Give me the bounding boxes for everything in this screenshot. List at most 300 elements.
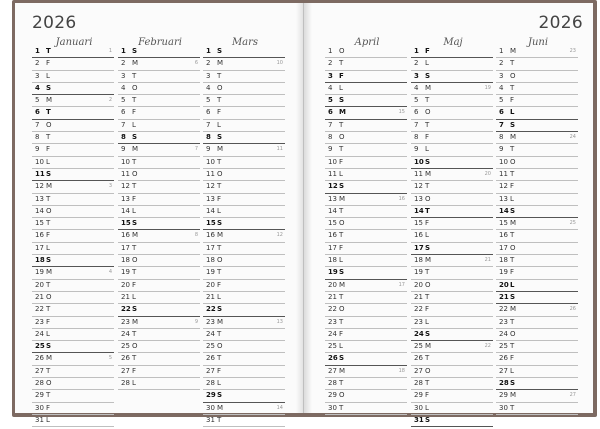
day-number: 24 — [35, 329, 44, 338]
day-number: 28 — [499, 379, 509, 388]
month-column-maj — [411, 46, 493, 427]
day-number: 3 — [328, 71, 333, 80]
weekday-letter: L — [46, 157, 50, 166]
day-row — [203, 366, 285, 378]
day-number: 21 — [328, 292, 337, 301]
weekday-letter: M — [510, 305, 517, 314]
week-number: 17 — [398, 281, 405, 288]
day-number: 22 — [328, 305, 337, 314]
weekday-letter: F — [425, 219, 430, 228]
weekday-letter: S — [510, 292, 516, 301]
weekday-letter: L — [425, 59, 429, 68]
day-row — [203, 157, 285, 169]
day-row — [411, 132, 493, 144]
day-number: 1 — [328, 47, 333, 55]
weekday-letter: S — [217, 47, 223, 55]
day-number: 6 — [206, 108, 211, 117]
day-row — [203, 181, 285, 193]
day-number: 19 — [414, 268, 423, 277]
day-row — [32, 194, 114, 206]
day-row — [496, 83, 578, 95]
weekday-letter: T — [46, 305, 51, 314]
weekday-letter: T — [510, 256, 515, 265]
day-number: 7 — [328, 120, 333, 129]
day-number: 29 — [414, 391, 423, 400]
day-number: 8 — [206, 133, 211, 142]
day-row — [411, 206, 493, 218]
day-row — [411, 95, 493, 107]
day-row — [32, 132, 114, 144]
day-number: 14 — [499, 206, 509, 215]
weekday-letter: L — [425, 231, 429, 240]
weekday-letter: T — [217, 329, 222, 338]
week-number: 24 — [569, 134, 576, 141]
weekday-letter: O — [425, 108, 431, 117]
weekday-letter: O — [339, 305, 345, 314]
day-number: 9 — [414, 145, 419, 154]
weekday-letter: L — [132, 292, 136, 301]
weekday-letter: M — [46, 182, 53, 191]
weekday-letter: S — [339, 182, 345, 191]
day-number: 8 — [499, 133, 504, 142]
weekday-letter: M — [132, 145, 139, 154]
weekday-letter: T — [217, 96, 222, 105]
weekday-letter: L — [132, 379, 136, 388]
day-row — [496, 243, 578, 255]
weekday-letter: T — [425, 120, 430, 129]
week-number: 4 — [108, 269, 112, 276]
day-number: 1 — [35, 47, 40, 55]
day-number: 23 — [499, 317, 508, 326]
day-number: 31 — [35, 415, 44, 424]
day-number: 18 — [328, 256, 337, 265]
day-number: 28 — [206, 379, 215, 388]
day-number: 1 — [121, 47, 126, 55]
week-number: 5 — [108, 355, 112, 362]
day-number: 20 — [499, 280, 509, 289]
month-column-juni — [496, 46, 578, 415]
week-number: 23 — [569, 48, 576, 54]
day-row — [496, 304, 578, 316]
weekday-letter: T — [339, 379, 344, 388]
weekday-letter: T — [510, 169, 515, 178]
day-number: 16 — [35, 231, 44, 240]
day-number: 21 — [499, 292, 509, 301]
day-number: 25 — [499, 342, 508, 351]
week-number: 10 — [276, 60, 283, 67]
day-row — [118, 206, 200, 218]
day-number: 8 — [414, 133, 419, 142]
day-number: 27 — [499, 366, 508, 375]
day-row — [325, 267, 407, 279]
day-number: 13 — [499, 194, 508, 203]
day-number: 10 — [328, 157, 337, 166]
day-number: 13 — [328, 194, 337, 203]
right-page-year: 2026 — [538, 13, 583, 33]
day-row — [496, 366, 578, 378]
day-row — [411, 341, 493, 353]
day-number: 11 — [35, 169, 45, 178]
day-number: 14 — [121, 206, 130, 215]
day-row — [32, 403, 114, 415]
day-row — [32, 95, 114, 107]
day-row — [496, 267, 578, 279]
day-row — [411, 353, 493, 365]
weekday-letter: M — [425, 83, 432, 92]
day-row — [203, 415, 285, 427]
day-row — [118, 120, 200, 132]
weekday-letter: F — [510, 96, 515, 105]
day-number: 13 — [414, 194, 423, 203]
weekday-letter: S — [46, 256, 52, 265]
weekday-letter: O — [217, 342, 223, 351]
day-row — [496, 255, 578, 267]
weekday-letter: O — [425, 280, 431, 289]
day-row — [325, 194, 407, 206]
day-number: 29 — [35, 391, 44, 400]
day-number: 22 — [121, 305, 131, 314]
weekday-letter: S — [425, 157, 431, 166]
day-row — [118, 341, 200, 353]
day-row — [118, 83, 200, 95]
weekday-letter: T — [425, 292, 430, 301]
day-row — [325, 218, 407, 230]
day-row — [118, 329, 200, 341]
day-row — [32, 83, 114, 95]
weekday-letter: O — [132, 342, 138, 351]
day-row — [325, 157, 407, 169]
weekday-letter: T — [510, 403, 515, 412]
day-number: 23 — [328, 317, 337, 326]
day-number: 24 — [328, 329, 337, 338]
day-number: 9 — [499, 145, 504, 154]
day-number: 23 — [35, 317, 44, 326]
day-row — [203, 378, 285, 390]
weekday-letter: O — [132, 169, 138, 178]
day-row — [496, 95, 578, 107]
day-number: 2 — [35, 59, 40, 68]
weekday-letter: F — [425, 391, 430, 400]
day-number: 16 — [121, 231, 130, 240]
day-number: 25 — [121, 342, 130, 351]
weekday-letter: F — [132, 280, 137, 289]
day-number: 18 — [414, 256, 423, 265]
day-row — [496, 132, 578, 144]
day-number: 6 — [328, 108, 333, 117]
weekday-letter: M — [46, 96, 53, 105]
weekday-letter: T — [132, 243, 137, 252]
weekday-letter: L — [46, 243, 50, 252]
weekday-letter: T — [339, 403, 344, 412]
day-row — [203, 206, 285, 218]
day-row — [32, 378, 114, 390]
day-row — [496, 292, 578, 304]
day-number: 30 — [328, 403, 337, 412]
weekday-letter: T — [132, 182, 137, 191]
day-number: 24 — [206, 329, 215, 338]
weekday-letter: T — [46, 133, 51, 142]
week-number: 8 — [194, 232, 198, 239]
day-row — [496, 341, 578, 353]
day-number: 10 — [206, 157, 215, 166]
weekday-letter: T — [339, 231, 344, 240]
weekday-letter: O — [132, 256, 138, 265]
day-row — [118, 95, 200, 107]
weekday-letter: L — [46, 71, 50, 80]
day-number: 9 — [328, 145, 333, 154]
day-number: 26 — [414, 354, 423, 363]
weekday-letter: M — [510, 133, 517, 142]
weekday-letter: T — [217, 268, 222, 277]
day-row — [118, 58, 200, 70]
day-row — [325, 378, 407, 390]
weekday-letter: L — [46, 415, 50, 424]
day-row — [32, 218, 114, 230]
day-number: 16 — [328, 231, 337, 240]
weekday-letter: T — [339, 59, 344, 68]
weekday-letter: M — [339, 108, 346, 117]
day-number: 19 — [35, 268, 44, 277]
day-row — [203, 304, 285, 316]
day-row — [496, 46, 578, 58]
weekday-letter: F — [46, 145, 51, 154]
day-number: 14 — [206, 206, 215, 215]
day-row — [325, 353, 407, 365]
day-row — [118, 107, 200, 119]
day-number: 20 — [35, 280, 44, 289]
day-row — [325, 71, 407, 83]
day-number: 5 — [35, 96, 40, 105]
day-row — [118, 181, 200, 193]
day-row — [496, 157, 578, 169]
day-number: 13 — [206, 194, 215, 203]
week-number: 21 — [484, 257, 491, 264]
day-row — [325, 46, 407, 58]
weekday-letter: T — [510, 231, 515, 240]
weekday-letter: O — [510, 157, 516, 166]
day-row — [203, 243, 285, 255]
day-row — [203, 230, 285, 242]
weekday-letter: T — [46, 391, 51, 400]
day-row — [118, 144, 200, 156]
day-row — [496, 107, 578, 119]
weekday-letter: O — [217, 83, 223, 92]
weekday-letter: T — [339, 317, 344, 326]
weekday-letter: S — [46, 83, 52, 92]
day-row — [496, 218, 578, 230]
weekday-letter: S — [132, 133, 138, 142]
day-row — [203, 353, 285, 365]
day-number: 8 — [35, 133, 40, 142]
day-number: 19 — [206, 268, 215, 277]
day-row — [325, 83, 407, 95]
week-number: 12 — [276, 232, 283, 239]
day-number: 8 — [328, 133, 333, 142]
day-row — [203, 46, 285, 58]
weekday-letter: S — [339, 354, 345, 363]
day-number: 10 — [414, 157, 424, 166]
weekday-letter: O — [217, 169, 223, 178]
day-row — [203, 218, 285, 230]
day-row — [325, 280, 407, 292]
day-number: 28 — [328, 379, 337, 388]
day-number: 27 — [35, 366, 44, 375]
day-row — [325, 243, 407, 255]
weekday-letter: L — [132, 120, 136, 129]
day-row — [411, 280, 493, 292]
day-row — [325, 341, 407, 353]
day-number: 20 — [206, 280, 215, 289]
weekday-letter: O — [510, 71, 516, 80]
weekday-letter: T — [217, 354, 222, 363]
weekday-letter: F — [510, 268, 515, 277]
day-number: 17 — [414, 243, 424, 252]
day-row — [203, 107, 285, 119]
day-row — [496, 378, 578, 390]
weekday-letter: T — [339, 206, 344, 215]
day-row — [32, 169, 114, 181]
day-number: 4 — [121, 83, 126, 92]
day-number: 17 — [35, 243, 44, 252]
day-row — [32, 267, 114, 279]
weekday-letter: S — [46, 342, 52, 351]
day-row — [203, 292, 285, 304]
day-number: 18 — [121, 256, 130, 265]
weekday-letter: T — [217, 157, 222, 166]
day-number: 11 — [121, 169, 130, 178]
weekday-letter: T — [510, 59, 515, 68]
day-row — [118, 71, 200, 83]
day-row — [118, 317, 200, 329]
weekday-letter: S — [217, 305, 223, 314]
day-row — [325, 366, 407, 378]
day-number: 8 — [121, 133, 126, 142]
weekday-letter: T — [510, 317, 515, 326]
week-number: 11 — [276, 146, 283, 153]
day-row — [411, 378, 493, 390]
day-row — [496, 329, 578, 341]
weekday-letter: T — [46, 280, 51, 289]
day-number: 16 — [414, 231, 423, 240]
week-number: 25 — [569, 220, 576, 227]
weekday-letter: S — [510, 379, 516, 388]
day-row — [32, 329, 114, 341]
day-number: 20 — [414, 280, 423, 289]
weekday-letter: L — [425, 145, 429, 154]
weekday-letter: F — [217, 366, 222, 375]
day-number: 26 — [121, 354, 130, 363]
day-number: 15 — [414, 219, 423, 228]
day-row — [325, 132, 407, 144]
day-number: 6 — [121, 108, 126, 117]
weekday-letter: L — [425, 403, 429, 412]
day-number: 12 — [206, 182, 215, 191]
weekday-letter: F — [132, 366, 137, 375]
weekday-letter: O — [339, 391, 345, 400]
week-number: 6 — [194, 60, 198, 67]
day-number: 21 — [414, 292, 423, 301]
weekday-letter: F — [425, 47, 430, 55]
day-row — [411, 255, 493, 267]
weekday-letter: L — [339, 342, 343, 351]
weekday-letter: M — [425, 169, 432, 178]
day-row — [118, 230, 200, 242]
weekday-letter: S — [132, 305, 138, 314]
day-number: 5 — [328, 96, 333, 105]
day-number: 22 — [414, 305, 423, 314]
day-row — [325, 292, 407, 304]
day-row — [32, 280, 114, 292]
weekday-letter: T — [217, 71, 222, 80]
day-row — [118, 46, 200, 58]
week-number: 18 — [398, 367, 405, 374]
day-number: 3 — [121, 71, 126, 80]
weekday-letter: F — [46, 59, 51, 68]
week-number: 14 — [276, 404, 283, 411]
day-number: 5 — [414, 96, 419, 105]
month-column-april — [325, 46, 407, 415]
weekday-letter: F — [132, 194, 137, 203]
weekday-letter: F — [339, 243, 344, 252]
weekday-letter: F — [339, 71, 344, 80]
week-number: 2 — [108, 97, 112, 104]
day-number: 29 — [328, 391, 337, 400]
day-row — [203, 341, 285, 353]
day-row — [32, 107, 114, 119]
day-row — [411, 267, 493, 279]
week-number: 7 — [194, 146, 198, 153]
weekday-letter: T — [425, 96, 430, 105]
day-row — [411, 304, 493, 316]
weekday-letter: L — [46, 329, 50, 338]
day-row — [411, 107, 493, 119]
weekday-letter: M — [510, 219, 517, 228]
day-number: 20 — [121, 280, 130, 289]
weekday-letter: S — [425, 415, 431, 424]
day-number: 30 — [35, 403, 44, 412]
day-number: 10 — [499, 157, 508, 166]
day-number: 26 — [328, 354, 338, 363]
day-row — [203, 403, 285, 415]
day-number: 26 — [499, 354, 508, 363]
weekday-letter: T — [46, 108, 51, 117]
day-number: 31 — [206, 415, 215, 424]
weekday-letter: F — [510, 182, 515, 191]
day-number: 1 — [414, 47, 419, 55]
day-number: 12 — [121, 182, 130, 191]
day-number: 29 — [499, 391, 508, 400]
day-number: 22 — [35, 305, 44, 314]
day-row — [118, 267, 200, 279]
weekday-letter: L — [510, 280, 515, 289]
weekday-letter: T — [425, 182, 430, 191]
day-row — [118, 378, 200, 390]
weekday-letter: T — [132, 96, 137, 105]
day-number: 7 — [35, 120, 40, 129]
day-number: 26 — [206, 354, 215, 363]
weekday-letter: L — [510, 108, 515, 117]
day-row — [325, 144, 407, 156]
weekday-letter: S — [425, 243, 431, 252]
day-row — [496, 206, 578, 218]
weekday-letter: F — [46, 317, 51, 326]
weekday-letter: F — [132, 108, 137, 117]
weekday-letter: F — [217, 280, 222, 289]
week-number: 1 — [108, 48, 112, 54]
week-number: 13 — [276, 318, 283, 325]
day-row — [118, 157, 200, 169]
day-number: 12 — [499, 182, 508, 191]
